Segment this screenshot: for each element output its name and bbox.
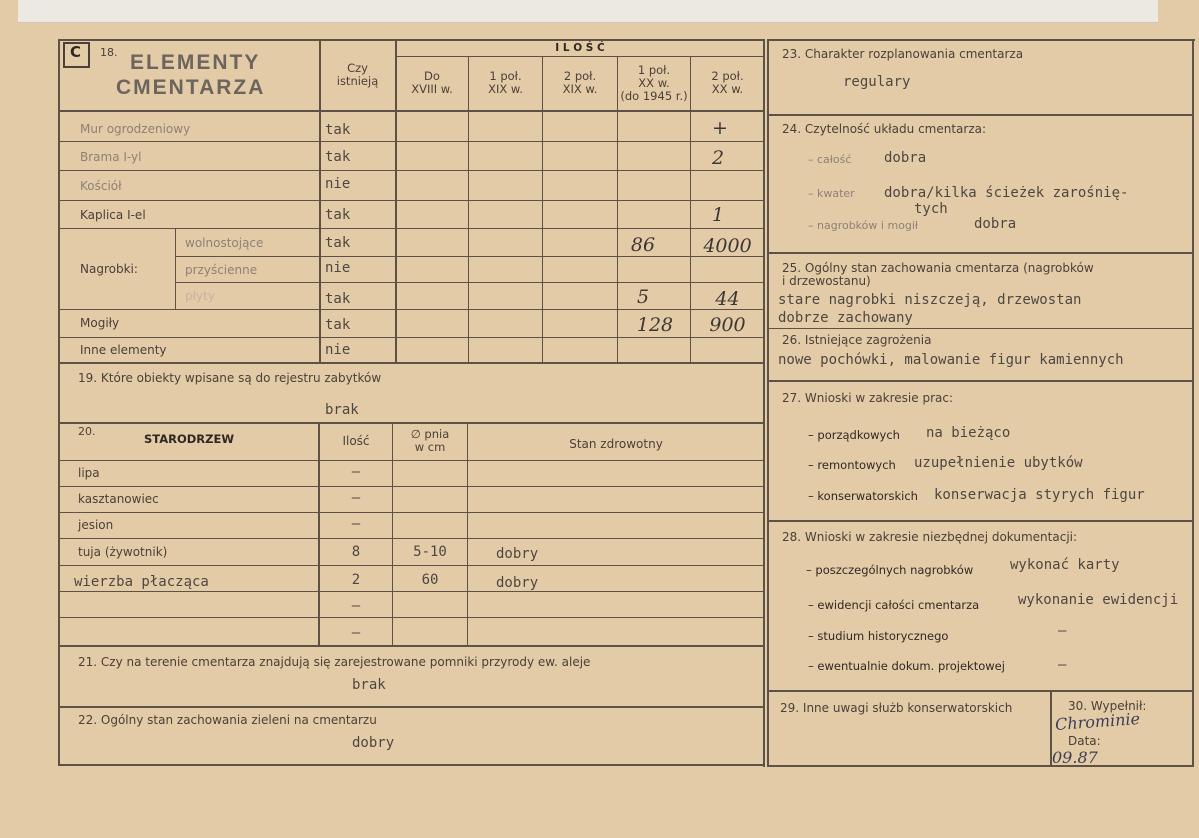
section-letter: C: [69, 43, 81, 61]
period-0-line1: Do: [424, 69, 440, 83]
period-header-4: [691, 70, 764, 96]
element-label-other: Inne elementy: [80, 343, 167, 357]
conservation-label: – konserwatorskich: [808, 489, 918, 503]
period-3-line3: (do 1945 r.): [620, 89, 688, 103]
general-condition-label-line1: 25. Ogólny stan zachowania cmentarza (nagrobków: [782, 261, 1094, 275]
filled-by-signature: Chrominie: [1054, 709, 1141, 734]
tree-name-linden: lipa: [78, 466, 100, 480]
cleanup-value: na bieżąco: [926, 425, 1011, 441]
element-label-gravestones: Nagrobki:: [80, 262, 138, 276]
whole-register-value: wykonanie ewidencji: [1018, 592, 1179, 608]
readability-quarters-label: – kwater: [808, 187, 855, 200]
element-label-chapel: Kaplica I-el: [80, 208, 146, 222]
exists-wall-mounted: nie: [325, 260, 351, 276]
tree-health-header: Stan zdrowotny: [569, 437, 663, 451]
exists-other: nie: [325, 342, 351, 358]
tree-name-willow: wierzba płacząca: [74, 574, 209, 590]
exists-gate: tak: [325, 149, 351, 165]
individual-graves-value: wykonać karty: [1010, 557, 1120, 573]
layout-character-label: 23. Charakter rozplanowania cmentarza: [782, 47, 1024, 61]
readability-quarters-value-line1: dobra/kilka ścieżek zarośnię-: [884, 185, 1129, 201]
nature-monuments-answer: brak: [352, 677, 386, 693]
other-remarks-label: 29. Inne uwagi służb konserwatorskich: [780, 701, 1013, 715]
qty-xx1-slabs: 5: [636, 286, 650, 308]
historical-study-value: –: [1058, 623, 1067, 639]
readability-whole-label: – całość: [808, 153, 852, 166]
exists-header: [320, 62, 395, 88]
trunk-diameter-line1: ∅ pnia: [410, 427, 450, 441]
adhesive-tape-strip: [18, 0, 1158, 23]
greenery-condition-answer: dobry: [352, 735, 395, 751]
old-trees-number: 20.: [78, 425, 96, 438]
exists-header-line1: Czy: [347, 61, 368, 75]
tree-count-thuja: 8: [351, 544, 361, 560]
qty-xx2-gate: 2: [711, 147, 725, 169]
element-label-wall: Mur ogrodzeniowy: [80, 122, 191, 136]
tree-count-blank-2: –: [351, 625, 361, 641]
readability-label: 24. Czytelność układu cmentarza:: [782, 122, 987, 136]
tree-count-chestnut: –: [351, 490, 361, 506]
qty-xx1-freestanding: 86: [630, 234, 656, 256]
section-18-number: 18.: [100, 46, 118, 59]
tree-name-ash: jesion: [78, 518, 114, 532]
readability-graves-value: dobra: [974, 216, 1017, 232]
exists-freestanding: tak: [325, 235, 351, 251]
project-docs-label: – ewentualnie dokum. projektowej: [808, 659, 1005, 673]
readability-whole-value: dobra: [884, 150, 927, 166]
qty-xx2-graves: 900: [709, 314, 746, 336]
cleanup-label: – porządkowych: [808, 428, 900, 442]
element-label-slabs: płyty: [185, 289, 215, 303]
period-2-line1: 2 poł.: [563, 69, 597, 83]
exists-chapel: tak: [325, 207, 351, 223]
old-trees-title: STARODRZEW: [144, 432, 235, 446]
tree-count-header: Ilość: [342, 434, 370, 448]
tree-health-willow: dobry: [496, 575, 539, 591]
date-label: Data:: [1068, 734, 1101, 748]
tree-name-chestnut: kasztanowiec: [78, 492, 159, 506]
nature-monuments-question: 21. Czy na terenie cmentarza znajdują się zarejestrowane pomniki przyrody ew. aleje: [78, 655, 591, 669]
exists-graves: tak: [325, 317, 351, 333]
period-4-line1: 2 poł.: [711, 69, 744, 83]
qty-xx2-slabs: 44: [715, 288, 740, 310]
element-label-church: Kościół: [80, 179, 122, 193]
element-label-graves: Mogiły: [80, 316, 120, 330]
tree-health-thuja: dobry: [496, 546, 539, 562]
elements-title-line2: CMENTARZA: [116, 76, 266, 99]
trunk-diameter-line2: w cm: [414, 440, 446, 454]
qty-xx1-graves: 128: [636, 314, 674, 336]
exists-church: nie: [325, 176, 351, 192]
period-3-line2: XX w.: [638, 76, 670, 90]
registry-question: 19. Które obiekty wpisane są do rejestru zabytków: [78, 371, 382, 385]
period-2-line2: XIX w.: [562, 82, 598, 96]
individual-graves-label: – poszczególnych nagrobków: [806, 563, 974, 577]
qty-xx2-freestanding: 4000: [703, 235, 752, 257]
exists-wall: tak: [325, 122, 351, 138]
period-4-line2: XX w.: [711, 82, 744, 96]
filled-by-label: 30. Wypełnił:: [1068, 699, 1147, 713]
repair-value: uzupełnienie ubytków: [914, 455, 1083, 471]
work-conclusions-label: 27. Wnioski w zakresie prac:: [782, 391, 954, 405]
documentation-conclusions-label: 28. Wnioski w zakresie niezbędnej dokumentacji:: [782, 530, 1078, 544]
period-header-1: [469, 70, 542, 96]
threats-label: 26. Istniejące zagrożenia: [782, 333, 932, 347]
element-label-freestanding: wolnostojące: [185, 236, 264, 250]
qty-xx2-wall: +: [712, 117, 728, 139]
tree-dia-willow: 60: [421, 572, 439, 588]
general-condition-label-line2: i drzewostanu): [782, 274, 871, 288]
quantity-header: I L O Ś Ć: [555, 42, 605, 54]
threats-value: nowe pochówki, malowanie figur kamiennych: [778, 352, 1124, 368]
period-header-2: [543, 70, 617, 96]
period-1-line2: XIX w.: [488, 82, 523, 96]
whole-register-label: – ewidencji całości cmentarza: [808, 598, 980, 612]
tree-count-blank-1: –: [351, 598, 361, 614]
period-3-line1: 1 poł.: [637, 63, 671, 77]
general-condition-value-line1: stare nagrobki niszczeją, drzewostan: [778, 292, 1082, 308]
element-label-gate: Brama I-yl: [80, 150, 142, 164]
tree-dia-thuja: 5-10: [413, 544, 447, 560]
project-docs-value: –: [1058, 657, 1067, 673]
period-0-line2: XVIII w.: [411, 82, 453, 96]
period-1-line1: 1 poł.: [489, 69, 522, 83]
tree-count-linden: –: [351, 464, 361, 480]
tree-count-willow: 2: [351, 572, 361, 588]
general-condition-value-line2: dobrze zachowany: [778, 310, 913, 326]
element-label-wall-mounted: przyścienne: [185, 263, 258, 277]
tree-name-thuja: tuja (żywotnik): [78, 545, 168, 559]
period-header-0: [396, 70, 468, 96]
readability-graves-label: – nagrobków i mogił: [808, 219, 919, 232]
tree-count-ash: –: [351, 516, 361, 532]
conservation-value: konserwacja styrych figur: [934, 487, 1145, 503]
registry-answer: brak: [325, 402, 359, 418]
layout-character-value: regulary: [843, 74, 911, 90]
qty-xx2-chapel: 1: [711, 204, 725, 226]
elements-title-line1: ELEMENTY: [130, 51, 261, 74]
trunk-diameter-header: [393, 428, 467, 454]
repair-label: – remontowych: [808, 458, 896, 472]
historical-study-label: – studium historycznego: [808, 629, 949, 643]
readability-quarters-value-line2: tych: [914, 201, 948, 217]
date-value: 09.87: [1052, 748, 1098, 767]
greenery-condition-question: 22. Ogólny stan zachowania zieleni na cmentarzu: [78, 713, 377, 727]
period-header-3: [618, 64, 690, 103]
exists-header-line2: istnieją: [336, 74, 379, 88]
exists-slabs: tak: [325, 291, 351, 307]
